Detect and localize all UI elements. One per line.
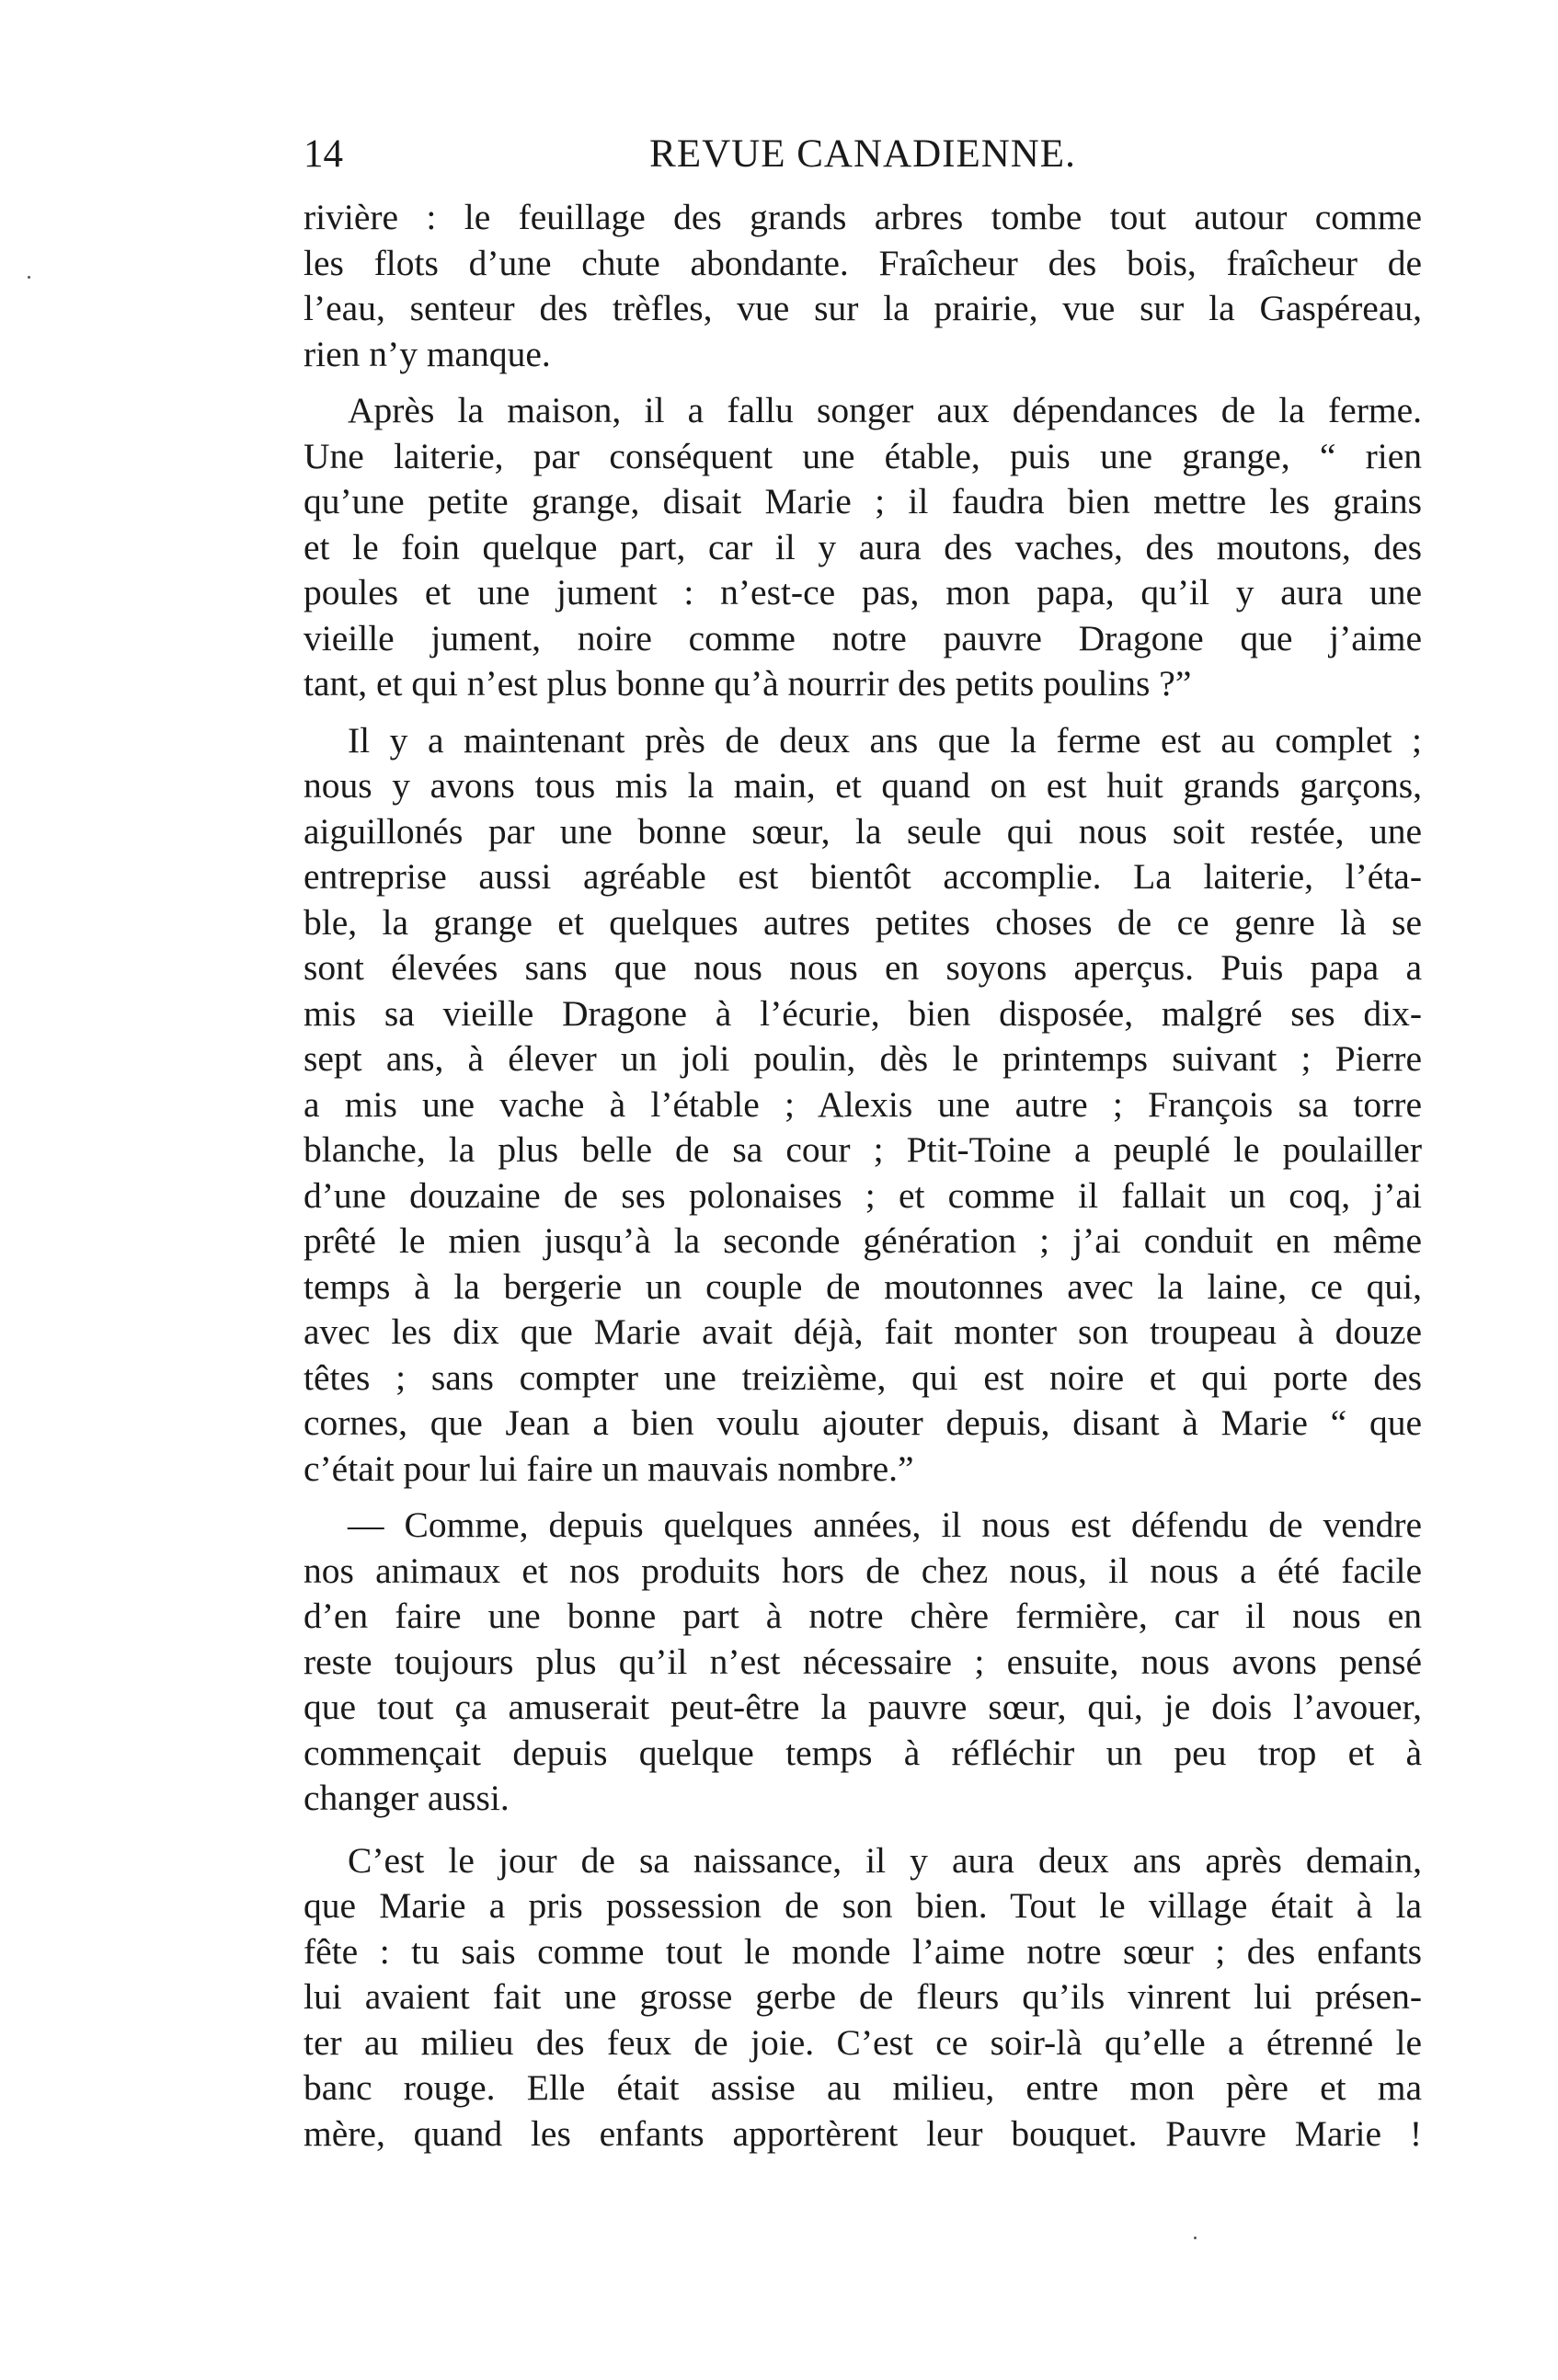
text-line: vieille jument, noire comme notre pauvre Dragone que j’aime — [304, 617, 1422, 658]
text-line: commençait depuis quelque temps à réfléchir un peu trop et à — [304, 1732, 1422, 1773]
text-line: — Comme, depuis quelques années, il nous est défendu de vendre — [348, 1505, 1422, 1545]
text-line: que Marie a pris possession de son bien. Tout le village était à la — [304, 1885, 1422, 1926]
page-header — [304, 127, 1422, 182]
text-line: aiguillonés par une bonne sœur, la seule qui nous soit restée, une — [304, 810, 1422, 852]
text-line: reste toujours plus qu’il n’est nécessaire ; ensuite, nous avons pensé — [304, 1641, 1422, 1682]
text-line: blanche, la plus belle de sa cour ; Ptit-Toine a peuplé le poulailler — [304, 1129, 1422, 1170]
text-line: changer aussi. — [304, 1778, 510, 1818]
text-line: d’une douzaine de ses polonaises ; et comme il fallait un coq, j’ai — [304, 1174, 1422, 1216]
text-line: Il y a maintenant près de deux ans que la ferme est au complet ; — [348, 719, 1422, 761]
text-line: fête : tu sais comme tout le monde l’aime notre sœur ; des enfants — [304, 1930, 1422, 1972]
text-line: rivière : le feuillage des grands arbres tombe tout autour comme — [304, 197, 1422, 237]
paragraph — [304, 1838, 1422, 2157]
text-line: rien n’y manque. — [304, 333, 551, 374]
text-line: lui avaient fait une grosse gerbe de fleurs qu’ils vinrent lui présen- — [304, 1976, 1422, 2017]
text-line: prêté le mien jusqu’à la seconde génération ; j’ai conduit en même — [304, 1220, 1422, 1261]
text-line: sept ans, à élever un joli poulin, dès le printemps suivant ; Pierre — [304, 1038, 1422, 1079]
text-line: que tout ça amuserait peut-être la pauvre sœur, qui, je dois l’avouer, — [304, 1687, 1422, 1727]
text-line: a mis une vache à l’étable ; Alexis une autre ; François sa torre — [304, 1083, 1422, 1125]
text-line: mis sa vieille Dragone à l’écurie, bien disposée, malgré ses dix- — [304, 992, 1422, 1034]
text-line: poules et une jument : n’est-ce pas, mon papa, qu’il y aura une — [304, 572, 1422, 612]
text-line: C’est le jour de sa naissance, il y aura deux ans après demain, — [348, 1839, 1422, 1881]
text-line: qu’une petite grange, disait Marie ; il faudra bien mettre les grains — [304, 481, 1422, 521]
text-line: entreprise aussi agréable est bientôt accomplie. La laiterie, l’éta- — [304, 856, 1422, 897]
text-line: les flots d’une chute abondante. Fraîcheur des bois, fraîcheur de — [304, 242, 1422, 283]
text-line: ble, la grange et quelques autres petites choses de ce genre là se — [304, 901, 1422, 943]
scan-speck — [28, 276, 30, 279]
text-line: c’était pour lui faire un mauvais nombre.” — [304, 1447, 914, 1489]
text-line: Après la maison, il a fallu songer aux dépendances de la ferme. — [348, 390, 1422, 430]
text-line: nous y avons tous mis la main, et quand on est huit grands garçons, — [304, 765, 1422, 806]
text-line: avec les dix que Marie avait déjà, fait monter son troupeau à douze — [304, 1311, 1422, 1352]
text-line: ter au milieu des feux de joie. C’est ce soir-là qu’elle a étrenné le — [304, 2021, 1422, 2063]
text-line: cornes, que Jean a bien voulu ajouter depuis, disant à Marie “ que — [304, 1402, 1422, 1443]
scan-speck — [1194, 2237, 1197, 2239]
paragraph — [304, 718, 1422, 1493]
text-line: banc rouge. Elle était assise au milieu, entre mon père et ma — [304, 2067, 1422, 2108]
page-number: 14 — [304, 132, 343, 176]
paragraph — [304, 195, 1422, 377]
text-line: temps à la bergerie un couple de moutonnes avec la laine, ce qui, — [304, 1265, 1422, 1307]
running-title: REVUE CANADIENNE. — [649, 132, 1076, 176]
paragraph — [304, 388, 1422, 707]
body-text — [304, 195, 1422, 2157]
text-line: nos animaux et nos produits hors de chez nous, il nous a été facile — [304, 1550, 1422, 1591]
text-line: et le foin quelque part, car il y aura des vaches, des moutons, des — [304, 526, 1422, 567]
text-line: d’en faire une bonne part à notre chère fermière, car il nous en — [304, 1596, 1422, 1636]
text-line: Une laiterie, par conséquent une étable, puis une grange, “ rien — [304, 435, 1422, 476]
text-line: têtes ; sans compter une treizième, qui est noire et qui porte des — [304, 1356, 1422, 1398]
text-line: mère, quand les enfants apportèrent leur bouquet. Pauvre Marie ! — [304, 2112, 1422, 2154]
text-line: l’eau, senteur des trèfles, vue sur la prairie, vue sur la Gaspéreau, — [304, 288, 1422, 328]
paragraph — [304, 1503, 1422, 1822]
text-line: sont élevées sans que nous nous en soyons aperçus. Puis papa a — [304, 947, 1422, 988]
text-line: tant, et qui n’est plus bonne qu’à nourrir des petits poulins ?” — [304, 663, 1192, 704]
